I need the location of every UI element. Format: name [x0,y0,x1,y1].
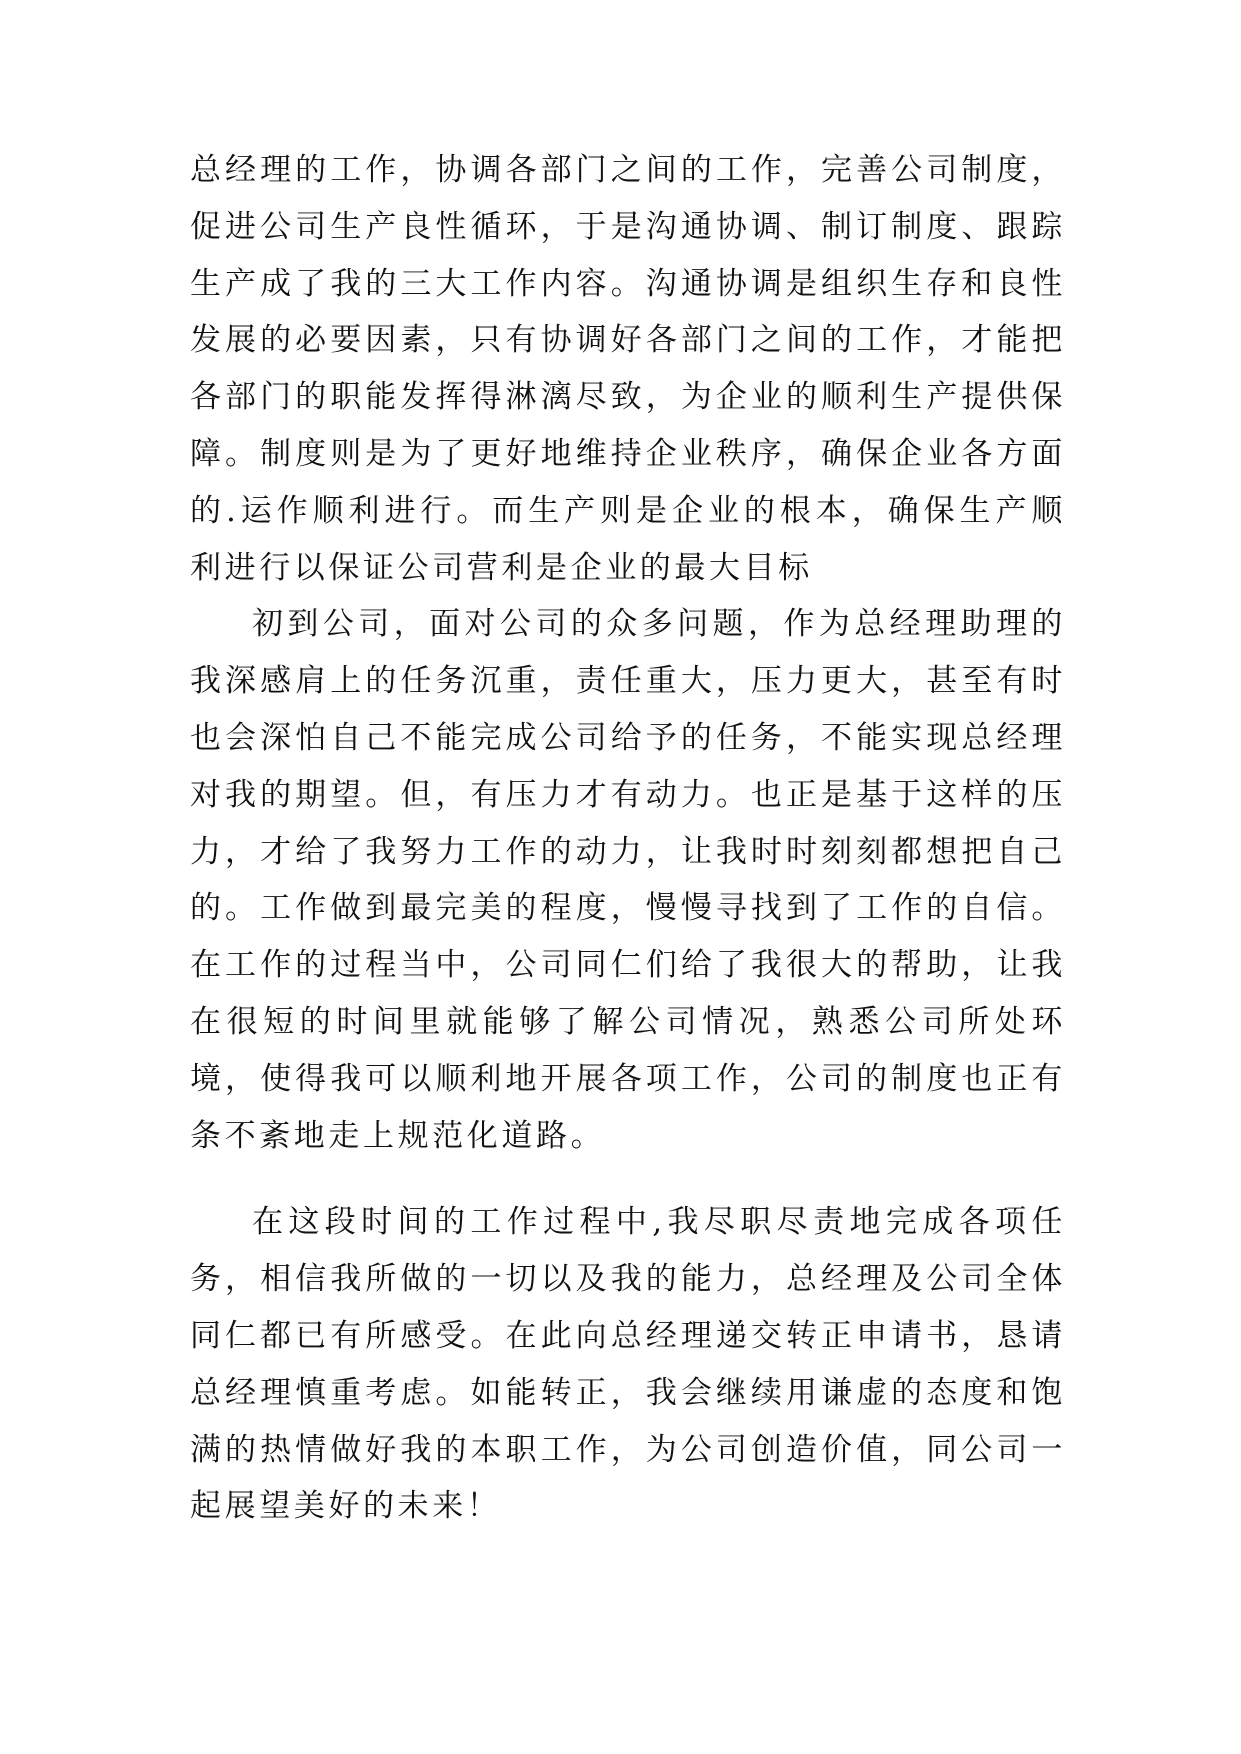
paragraph-1: 总经理的工作，协调各部门之间的工作，完善公司制度，促进公司生产良性循环，于是沟通协调、制订制度、跟踪生产成了我的三大工作内容。沟通协调是组织生存和良性发展的必要因素，只有协调好各部门之间的工作，才能把各部门的职能发挥得淋漓尽致，为企业的顺利生产提供保障。制度则是为了更好地维持企业秩序，确保企业各方面的.运作顺利进行。而生产则是企业的根本，确保生产顺利进行以保证公司营利是企业的最大目标 [190,152,1066,586]
document-body [190,142,1066,1535]
paragraph-2: 初到公司，面对公司的众多问题，作为总经理助理的我深感肩上的任务沉重，责任重大，压力更大，甚至有时也会深怕自己不能完成公司给予的任务，不能实现总经理对我的期望。但，有压力才有动力。也正是基于这样的压力，才给了我努力工作的动力，让我时时刻刻都想把自己的。工作做到最完美的程度，慢慢寻找到了工作的自信。在工作的过程当中，公司同仁们给了我很大的帮助，让我在很短的时间里就能够了解公司情况，熟悉公司所处环境，使得我可以顺利地开展各项工作，公司的制度也正有条不紊地走上规范化道路。 [190,606,1066,1154]
paragraph-3: 在这段时间的工作过程中,我尽职尽责地完成各项任务，相信我所做的一切以及我的能力，总经理及公司全体同仁都已有所感受。在此向总经理递交转正申请书，恳请总经理慎重考虑。如能转正，我会继续用谦虚的态度和饱满的热情做好我的本职工作，为公司创造价值，同公司一起展望美好的未来！ [190,1204,1066,1525]
